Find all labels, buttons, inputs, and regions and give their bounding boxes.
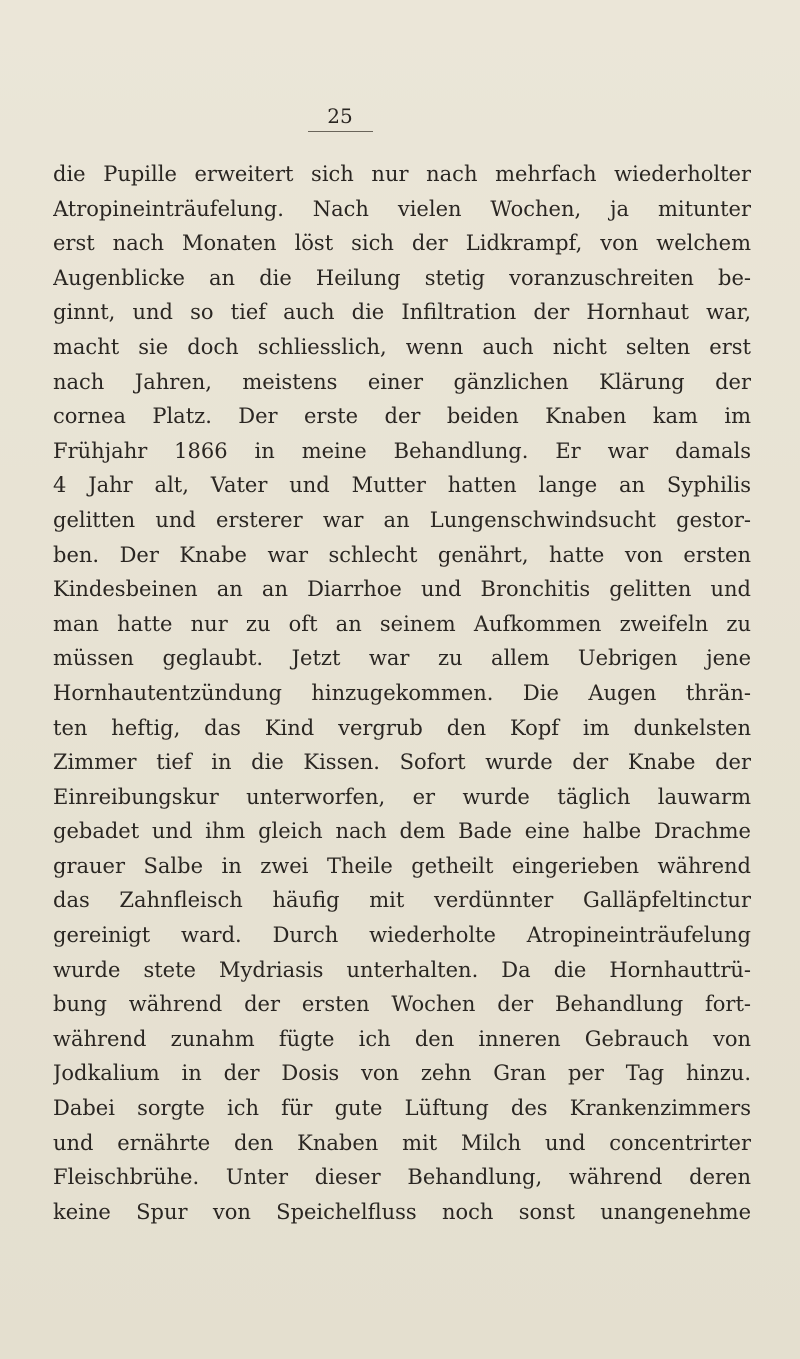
text-line: wurde stete Mydriasis unterhalten. Da die Hornhauttrü- [53,957,751,982]
text-line: ten heftig, das Kind vergrub den Kopf im dunkelsten [53,715,751,740]
text-line: Kindesbeinen an an Diarrhoe und Bronchitis gelitten und [53,577,751,602]
page-number-rule [308,131,373,132]
text-line: während zunahm fügte ich den inneren Gebrauch von [53,1026,751,1051]
text-line: Jodkalium in der Dosis von zehn Gran per Tag hinzu. [53,1061,751,1086]
text-line: gebadet und ihm gleich nach dem Bade eine halbe Drachme [53,819,751,844]
text-line: erst nach Monaten löst sich der Lidkrampf, von welchem [53,231,751,256]
text-line: gelitten und ersterer war an Lungenschwindsucht gestor- [53,507,751,532]
text-line: Fleischbrühe. Unter dieser Behandlung, während deren [53,1165,751,1190]
text-line: Augenblicke an die Heilung stetig voranzuschreiten be- [53,265,751,290]
body-text [53,157,751,1229]
text-line: bung während der ersten Wochen der Behandlung fort- [53,992,751,1017]
text-line: müssen geglaubt. Jetzt war zu allem Uebrigen jene [53,646,751,671]
text-line: ginnt, und so tief auch die Infiltration der Hornhaut war, [53,300,751,325]
text-line: cornea Platz. Der erste der beiden Knaben kam im [53,404,751,429]
text-line: das Zahnfleisch häufig mit verdünnter Galläpfeltinctur [53,888,751,913]
text-line: Einreibungskur unterworfen, er wurde täglich lauwarm [53,784,751,809]
text-line: gereinigt ward. Durch wiederholte Atropineinträufelung [53,923,751,948]
text-line: Frühjahr 1866 in meine Behandlung. Er war damals [53,438,751,463]
text-line: und ernährte den Knaben mit Milch und concentrirter [53,1130,751,1155]
text-line: grauer Salbe in zwei Theile getheilt eingerieben während [53,853,751,878]
text-line: Atropineinträufelung. Nach vielen Wochen, ja mitunter [53,196,751,221]
text-line: die Pupille erweitert sich nur nach mehrfach wiederholter [53,162,751,186]
text-line: man hatte nur zu oft an seinem Aufkommen zweifeln zu [53,611,751,636]
text-line: ben. Der Knabe war schlecht genährt, hatte von ersten [53,542,751,567]
text-line: keine Spur von Speichelfluss noch sonst unangenehme [53,1199,751,1224]
text-line: Dabei sorgte ich für gute Lüftung des Krankenzimmers [53,1096,751,1121]
text-line: macht sie doch schliesslich, wenn auch nicht selten erst [53,334,751,359]
text-line: 4 Jahr alt, Vater und Mutter hatten lange an Syphilis [53,473,751,498]
text-line: Zimmer tief in die Kissen. Sofort wurde der Knabe der [53,750,751,775]
text-line: nach Jahren, meistens einer gänzlichen Klärung der [53,369,751,394]
page-number: 25 [327,104,353,128]
text-line: Hornhautentzündung hinzugekommen. Die Augen thrän- [53,680,751,705]
